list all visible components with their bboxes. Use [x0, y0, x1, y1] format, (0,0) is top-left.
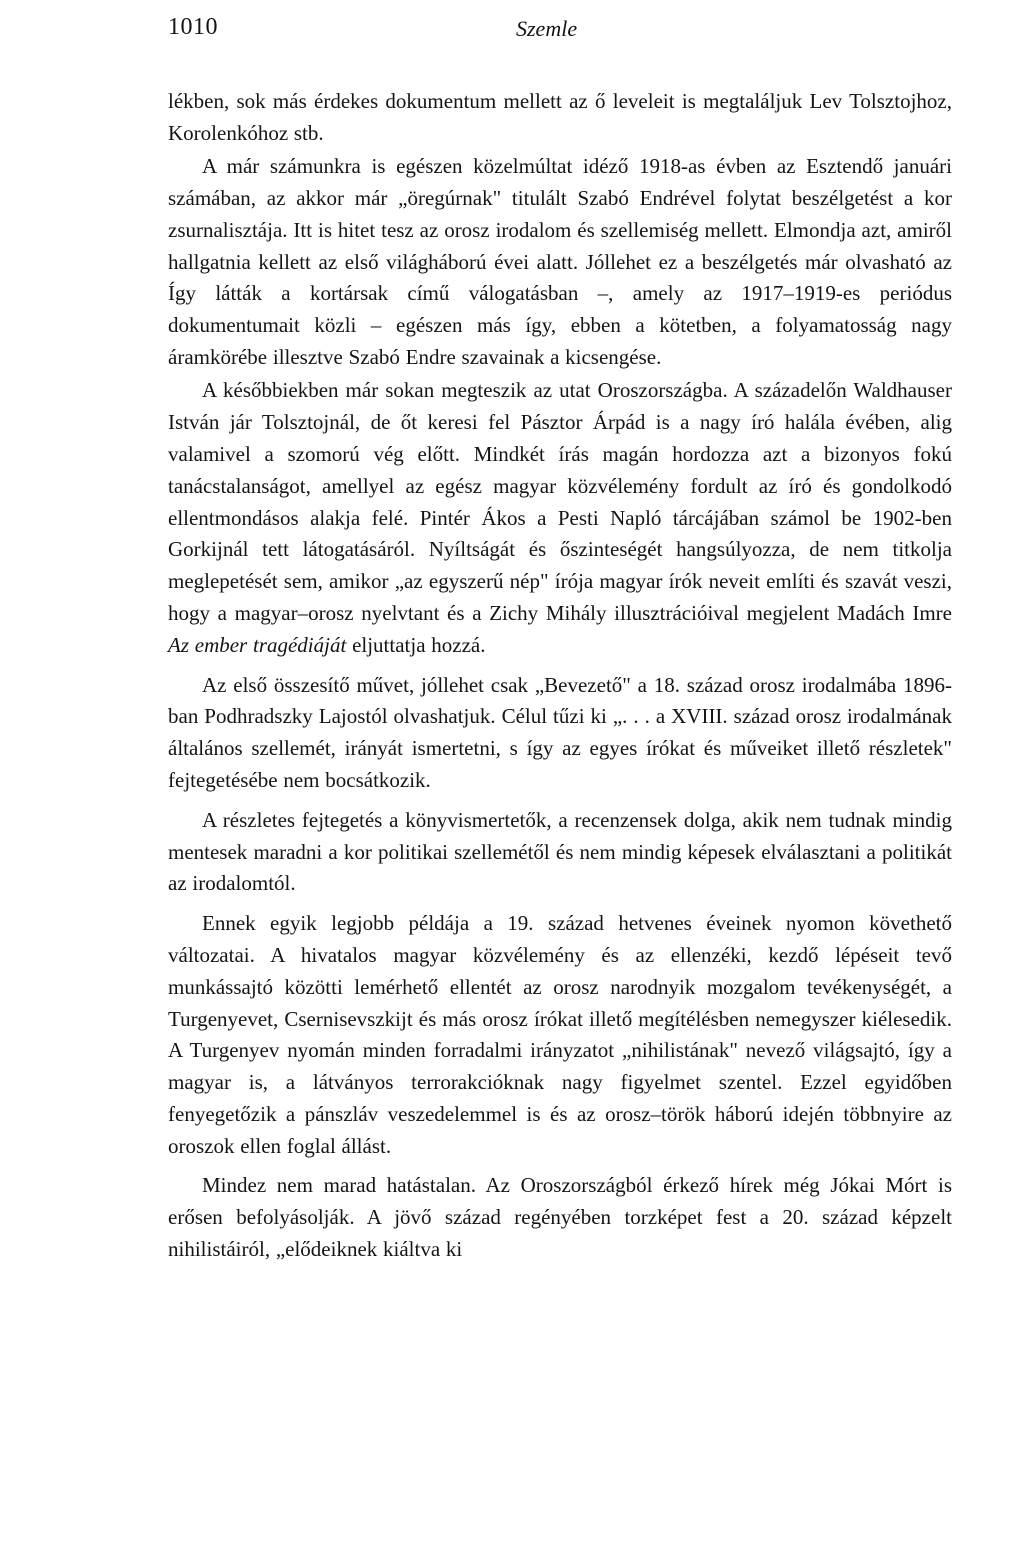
paragraph: A már számunkra is egészen közelmúltat idéző 1918-as évben az Esztendő januári számában, az akkor már „öregúrnak" titulált Szabó Endrével folytat beszélgetést a kor zsurnalisztája. Itt is hitet tesz az orosz irodalom és szellemiség mellett. Elmondja azt, amiről hallgatnia kellett az első világháború évei alatt. Jóllehet ez a beszélgetés már olvasható az Így látták a kortársak című válogatásban –, amely az 1917–1919-es periódus dokumentumait közli – egészen más így, ebben a kötetben, a folyamatosság nagy áramkörébe illesztve Szabó Endre szavainak a kicsengése.	[168, 154, 952, 369]
document-page	[168, 0, 952, 1551]
running-head: Szemle	[516, 16, 578, 41]
body-text	[168, 86, 952, 1266]
paragraph: Az első összesítő művet, jóllehet csak „Bevezető" a 18. század orosz irodalmába 1896-ban Podhradszky Lajostól olvashatjuk. Célul tűzi ki „. . . a XVIII. század orosz irodalmának általános szellemét, irányát ismertetni, s így az egyes írókat és műveiket illető részletek" fejtegetésébe nem bocsátkozik.	[168, 672, 952, 792]
page-number: 1010	[168, 14, 218, 40]
paragraph-text: A későbbiekben már sokan megteszik az utat Oroszországba. A századelőn Waldhauser István jár Tolsztojnál, de őt keresi fel Pásztor Árpád is a nagy író halála évében, alig valamivel a szomorú vég előtt. Mindkét írás magán hordozza azt a bizonyos fokú tanácstalanságot, amellyel az egész magyar közvélemény fordult az író és gondolkodó ellentmondásos alakja felé. Pintér Ákos a Pesti Napló tárcájában számol be 1902-ben Gorkijnál tett látogatásáról. Nyíltságát és őszinteségét hangsúlyozza, de nem titkolja meglepetését sem, amikor „az egyszerű nép" írója magyar írók neveit említi és szavát veszi, hogy a magyar–orosz nyelvtant és a Zichy Mihály illusztrációival megjelent Madách Imre	[168, 378, 952, 625]
work-title: Az ember tragédiáját	[168, 632, 347, 657]
page-header	[168, 14, 952, 50]
paragraph	[168, 375, 952, 661]
paragraph: Mindez nem marad hatástalan. Az Oroszországból érkező hírek még Jókai Mórt is erősen befolyásolják. A jövő század regényében torzképet fest a 20. század képzelt nihilistáiról, „elődeiknek kiáltva ki	[168, 1173, 952, 1262]
paragraph: A részletes fejtegetés a könyvismertetők, a recenzensek dolga, akik nem tudnak mindig mentesek maradni a kor politikai szellemétől és nem mindig képesek elválasztani a politikát az irodalomtól.	[168, 807, 952, 896]
paragraph-text-after: eljuttatja hozzá.	[352, 632, 486, 657]
paragraph-continuation: lékben, sok más érdekes dokumentum mellett az ő leveleit is megtaláljuk Lev Tolsztojhoz, Korolenkóhoz stb.	[168, 89, 952, 145]
paragraph: Ennek egyik legjobb példája a 19. század hetvenes éveinek nyomon követhető változatai. A hivatalos magyar közvélemény és az ellenzéki, kezdő lépéseit tevő munkássajtó közötti lemérhető ellentét az orosz narodnyik mozgalom tevékenységét, a Turgenyevet, Csernisevszkijt és más orosz írókat illető megítélésben nemegyszer kiélesedik. A Turgenyev nyomán minden forradalmi irányzatot „nihilistának" nevező világsajtó, így a magyar is, a látványos terrorakcióknak nagy figyelmet szentel. Ezzel egyidőben fenyegetőzik a pánszláv veszedelemmel is és az orosz–török háború idején többnyire az oroszok ellen foglal állást.	[168, 911, 952, 1158]
